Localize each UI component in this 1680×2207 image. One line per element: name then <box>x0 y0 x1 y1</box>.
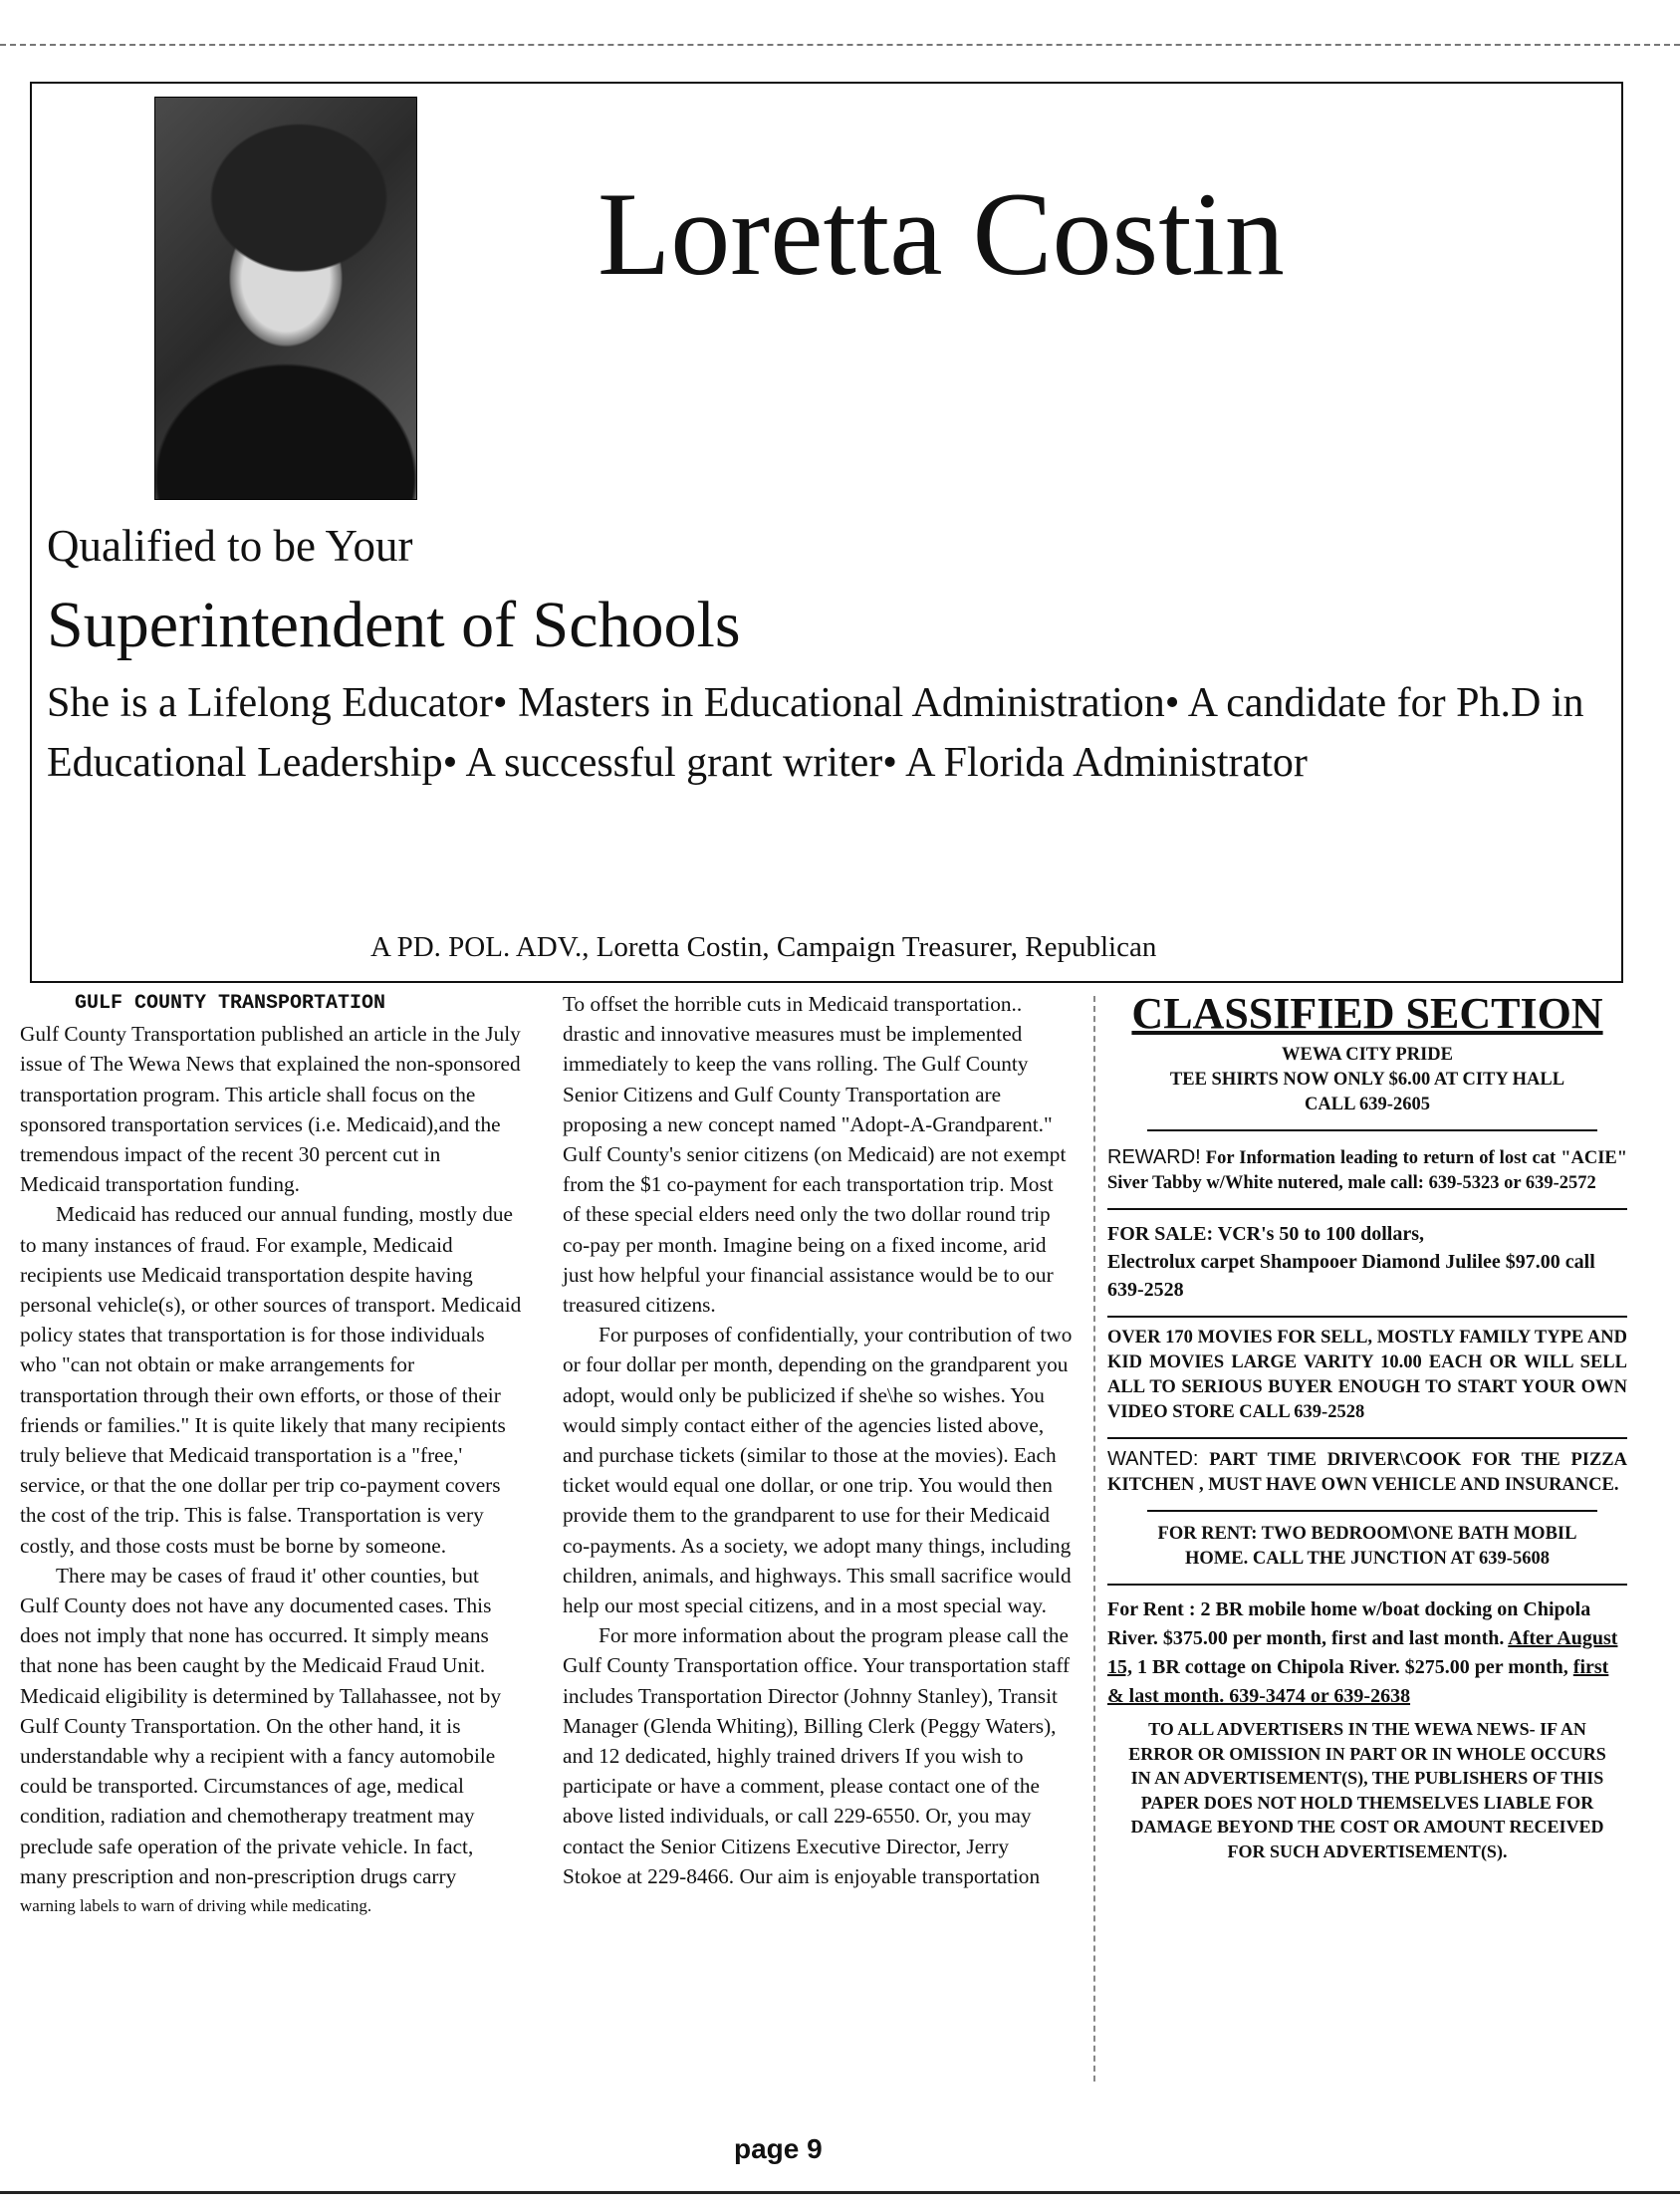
ad-for-rent-river <box>1107 1595 1627 1711</box>
ad-text: Electrolux carpet Shampooer Diamond Julilee $97.00 call 639-2528 <box>1107 1251 1595 1301</box>
ad-qualified-line: Qualified to be Your <box>47 521 413 571</box>
ad-disclaimer: A PD. POL. ADV., Loretta Costin, Campaign Treasurer, Republican <box>370 931 1157 963</box>
divider <box>1107 1208 1627 1210</box>
ad-position: Superintendent of Schools <box>47 589 741 661</box>
ad-lead: REWARD! <box>1107 1146 1201 1168</box>
ad-lead: WANTED: <box>1107 1448 1199 1470</box>
article-headline: GULF COUNTY TRANSPORTATION <box>75 992 386 1015</box>
article-paragraph: For more information about the program please call the Gulf County Transportation office. Your transportation staff includes Transportation Director (Johnny Stanley), Transit Manager (Glenda Whiting), Billing Clerk (Peggy Waters), and 12 dedicated, highly trained drivers If you wish to participate or have a comment, please contact one of the above listed individuals, or call 229-6550. Or, you may contact the Senior Citizens Executive Director, Jerry Stokoe at 229-8466. Our aim is enjoyable transportation <box>563 1623 1071 1888</box>
ad-city-pride <box>1107 1043 1627 1117</box>
divider <box>1107 1437 1627 1439</box>
article-paragraph: There may be cases of fraud it' other counties, but Gulf County does not have any documented cases. This does not imply that none has occurred. It simply means that none has been caught by the Medicaid Fraud Unit. Medicaid eligibility is determined by Tallahassee, not by Gulf County Transportation. On the other hand, it is understandable why a recipient with a fancy automobile could be transported. Circumstances of age, medical condition, radiation and chemotherapy treatment may preclude safe operation of the private vehicle. In fact, many prescription and non-prescription drugs carry <box>20 1563 502 1888</box>
ad-line: WEWA CITY PRIDE <box>1281 1045 1453 1065</box>
ad-movies: OVER 170 MOVIES FOR SELL, MOSTLY FAMILY TYPE AND KID MOVIES LARGE VARITY 10.00 EACH OR WILL SELL ALL TO SERIOUS BUYER ENOUGH TO START YOUR OWN VIDEO STORE CALL 639-2528 <box>1107 1328 1627 1422</box>
ad-bio: She is a Lifelong Educator• Masters in Educational Administration• A candidate for Ph.D in Educational Leadership• A successful grant writer• A Florida Administrator <box>47 680 1584 786</box>
ad-text: PART TIME DRIVER\COOK FOR THE PIZZA KITCHEN , MUST HAVE OWN VEHICLE AND INSURANCE. <box>1107 1450 1628 1495</box>
ad-text-underlined: After August 15, <box>1107 1627 1618 1678</box>
ad-text: For Rent : 2 BR mobile home w/boat docking on Chipola River. $375.00 per month, first and last month. <box>1107 1598 1591 1649</box>
advertiser-disclaimer: TO ALL ADVERTISERS IN THE WEWA NEWS- IF AN ERROR OR OMISSION IN PART OR IN WHOLE OCCURS IN AN ADVERTISEMENT(S), THE PUBLISHERS OF THIS PAPER DOES NOT HOLD THEMSELVES LIABLE FOR DAMAGE BEYOND THE COST OR AMOUNT RECEIVED FOR SUCH ADVERTISEMENT(S). <box>1128 1719 1606 1861</box>
divider <box>1107 1316 1627 1318</box>
ad-line: TEE SHIRTS NOW ONLY $6.00 AT CITY HALL <box>1169 1070 1565 1090</box>
classified-title: CLASSIFIED SECTION <box>1131 989 1603 1038</box>
ad-wanted <box>1107 1447 1627 1498</box>
article-paragraph: For purposes of confidentially, your contribution of two or four dollar per month, depending on the grandparent you adopt, would only be publicized if she\he so wishes. You would simply contact either of the agencies listed above, and purchase tickets (similar to those at the movies). Each ticket would equal one dollar, or one trip. You would then provide them to the grandparent to use for their Medicaid co-payments. As a society, we adopt many things, including children, animals, and highways. This small sacrifice would help our most special citizens, and in a most special way. <box>563 1323 1073 1618</box>
ad-line: CALL 639-2605 <box>1305 1095 1430 1114</box>
candidate-photo <box>154 97 417 500</box>
ad-text-underlined: first & last month. 639-3474 or 639-2638 <box>1107 1656 1609 1707</box>
article-paragraph: Gulf County Transportation published an article in the July issue of The Wewa News that explained the non-sponsored transportation program. This article shall focus on the sponsored transportation services (i.e. Medicaid),and the tremendous impact of the recent 30 percent cut in Medicaid transportation funding. <box>20 1022 521 1197</box>
column-divider <box>1093 996 1095 2082</box>
article-paragraph: Medicaid has reduced our annual funding, mostly due to many instances of fraud. For example, Medicaid recipients use Medicaid transportation despite having personal vehicle(s), or other sources of transport. Medicaid policy states that transportation is for those individuals who "can not obtain or make arrangements for transportation through their own efforts, or those of their friends or families." It is quite likely that many recipients truly believe that Medicaid transportation is a "free,' service, or that the one dollar per trip co-payment covers the cost of the trip. This is false. Transportation is very costly, and those costs must be borne by someone. <box>20 1202 522 1558</box>
classified-section <box>1107 989 1627 1863</box>
divider <box>1107 1584 1627 1586</box>
top-scan-line <box>0 44 1680 46</box>
divider <box>1147 1129 1597 1131</box>
article-column-2 <box>563 989 1073 1891</box>
article-column-1 <box>20 989 523 1921</box>
page-number: page 9 <box>734 2133 823 2164</box>
article-paragraph: To offset the horrible cuts in Medicaid transportation.. drastic and innovative measures must be implemented immediately to keep the vans rolling. The Gulf County Senior Citizens and Gulf County Transportation are proposing a new concept named "Adopt-A-Grandparent." Gulf County's senior citizens (on Medicaid) are not exempt from the $1 co-payment for each transportation trip. Most of these special elders need only the two dollar round trip co-pay per month. Imagine being on a fixed income, arid just how helpful your financial assistance would be to our treasured citizens. <box>563 992 1067 1318</box>
divider <box>1147 1510 1597 1512</box>
ad-for-sale <box>1107 1220 1627 1304</box>
ad-for-rent-mobile: FOR RENT: TWO BEDROOM\ONE BATH MOBIL HOME. CALL THE JUNCTION AT 639-5608 <box>1157 1524 1577 1569</box>
ad-reward <box>1107 1145 1627 1196</box>
candidate-name: Loretta Costin <box>598 167 1285 300</box>
ad-text: For Information leading to return of lost cat "ACIE" Siver Tabby w/White nutered, male call: 639-5323 or 639-2572 <box>1107 1148 1628 1193</box>
bottom-scan-line <box>0 2191 1680 2194</box>
ad-lead: FOR SALE: VCR's 50 to 100 dollars, <box>1107 1223 1424 1245</box>
article-paragraph-tail: warning labels to warn of driving while medicating. <box>20 1896 372 1916</box>
ad-text: 1 BR cottage on Chipola River. $275.00 per month, <box>1137 1656 1568 1678</box>
